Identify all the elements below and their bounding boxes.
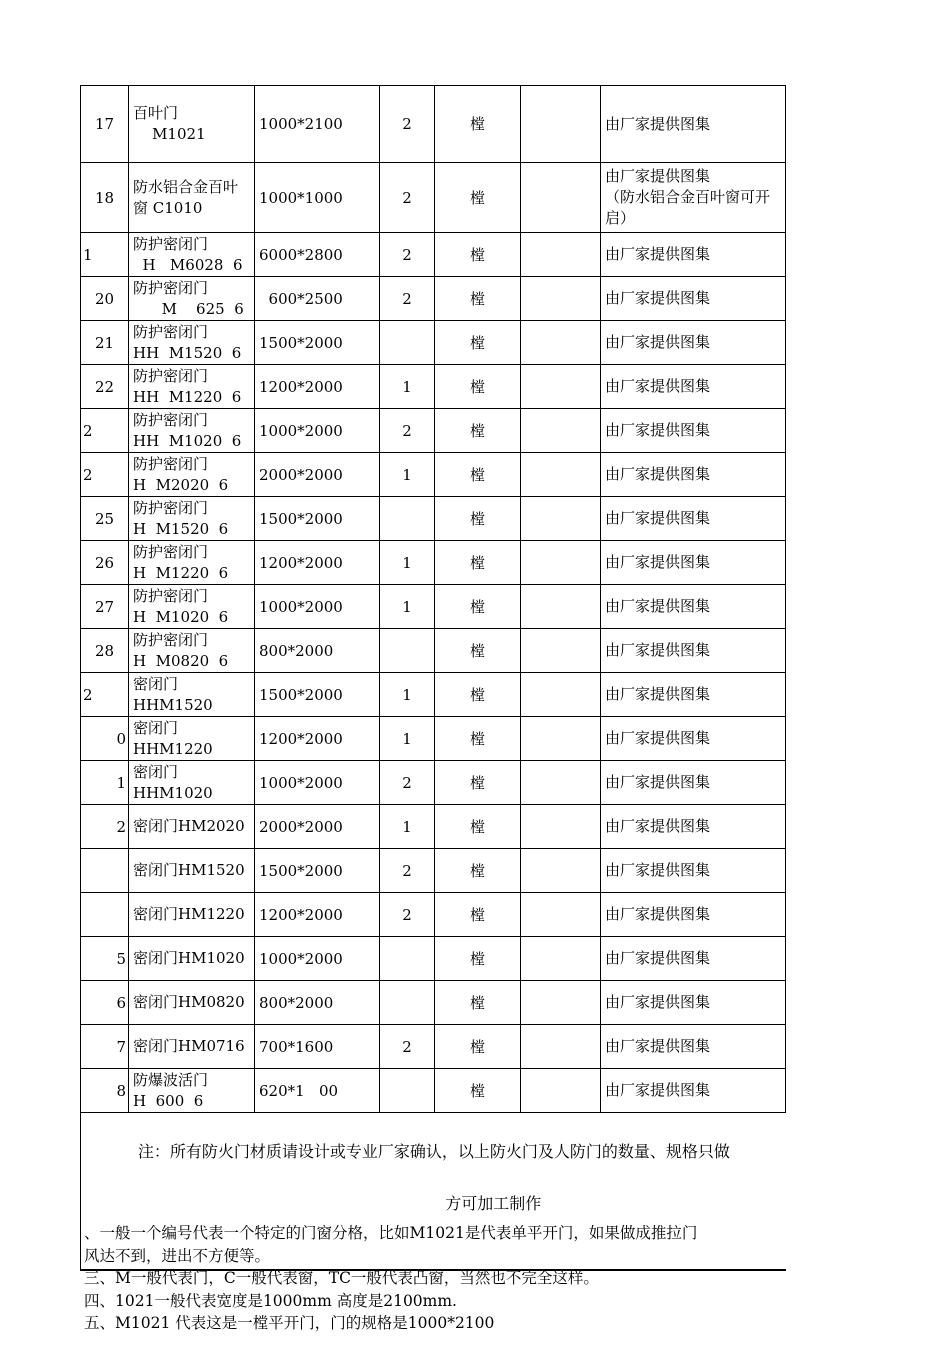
item-name-cell: 密闭门HM1520: [129, 849, 255, 893]
explanation-notes: [84, 1222, 944, 1335]
explanation-line: 风达不到，进出不方便等。: [84, 1246, 271, 1265]
size-spec-cell: 1000*1000: [255, 163, 380, 233]
row-number-cell: 0: [81, 717, 129, 761]
table-row: [81, 937, 786, 981]
table-row: [81, 673, 786, 717]
remark-cell: 由厂家提供图集: [601, 497, 786, 541]
quantity-cell: [380, 497, 435, 541]
table-row: [81, 585, 786, 629]
unit-cell: 樘: [435, 86, 521, 163]
blank-cell: [521, 585, 601, 629]
quantity-cell: 1: [380, 805, 435, 849]
row-number-cell: 8: [81, 1069, 129, 1113]
blank-cell: [521, 761, 601, 805]
row-number-cell: 5: [81, 937, 129, 981]
unit-cell: 樘: [435, 233, 521, 277]
explanation-line: 四、1021一般代表宽度是1000mm 高度是2100mm.: [84, 1291, 457, 1310]
blank-cell: [521, 629, 601, 673]
size-spec-cell: 700*1600: [255, 1025, 380, 1069]
row-number-cell: [81, 849, 129, 893]
remark-cell: 由厂家提供图集: [601, 365, 786, 409]
size-spec-cell: 1000*2000: [255, 409, 380, 453]
table-row: [81, 629, 786, 673]
remark-cell: 由厂家提供图集: [601, 86, 786, 163]
item-name-cell: 防护密闭门 HH M1220 6: [129, 365, 255, 409]
size-spec-cell: 1500*2000: [255, 849, 380, 893]
row-number-cell: 17: [81, 86, 129, 163]
blank-cell: [521, 497, 601, 541]
quantity-cell: 2: [380, 86, 435, 163]
blank-cell: [521, 86, 601, 163]
size-spec-cell: 800*2000: [255, 629, 380, 673]
size-spec-cell: 1200*2000: [255, 893, 380, 937]
table-row: [81, 321, 786, 365]
quantity-cell: 2: [380, 233, 435, 277]
remark-cell: 由厂家提供图集: [601, 541, 786, 585]
item-name-cell: 防护密闭门 HH M1520 6: [129, 321, 255, 365]
quantity-cell: 1: [380, 541, 435, 585]
size-spec-cell: 1000*2000: [255, 937, 380, 981]
quantity-cell: 2: [380, 163, 435, 233]
row-number-cell: 22: [81, 365, 129, 409]
unit-cell: 樘: [435, 365, 521, 409]
unit-cell: 樘: [435, 849, 521, 893]
unit-cell: 樘: [435, 717, 521, 761]
quantity-cell: [380, 981, 435, 1025]
blank-cell: [521, 163, 601, 233]
row-number-cell: 2: [81, 409, 129, 453]
unit-cell: 樘: [435, 585, 521, 629]
quantity-cell: 2: [380, 849, 435, 893]
item-name-cell: 密闭门HM1020: [129, 937, 255, 981]
explanation-line: 三、M一般代表门，C一般代表窗，TC一般代表凸窗，当然也不完全这样。: [84, 1269, 599, 1287]
blank-cell: [521, 321, 601, 365]
row-number-cell: 1: [81, 233, 129, 277]
item-name-cell: 密闭门HM0820: [129, 981, 255, 1025]
item-name-cell: 防爆波活门 H 600 6: [129, 1069, 255, 1113]
row-number-cell: 26: [81, 541, 129, 585]
quantity-cell: 2: [380, 761, 435, 805]
quantity-cell: 1: [380, 453, 435, 497]
blank-cell: [521, 981, 601, 1025]
remark-cell: 由厂家提供图集: [601, 409, 786, 453]
remark-cell: 由厂家提供图集: [601, 585, 786, 629]
unit-cell: 樘: [435, 497, 521, 541]
remark-cell: 由厂家提供图集: [601, 981, 786, 1025]
blank-cell: [521, 673, 601, 717]
item-name-cell: 防护密闭门 HH M1020 6: [129, 409, 255, 453]
blank-cell: [521, 409, 601, 453]
table-row: [81, 497, 786, 541]
row-number-cell: 2: [81, 453, 129, 497]
unit-cell: 樘: [435, 937, 521, 981]
remark-cell: 由厂家提供图集: [601, 453, 786, 497]
size-spec-cell: 1200*2000: [255, 717, 380, 761]
item-name-cell: 防水铝合金百叶窗 C1010: [129, 163, 255, 233]
row-number-cell: 6: [81, 981, 129, 1025]
item-name-cell: 密闭门HM2020: [129, 805, 255, 849]
blank-cell: [521, 937, 601, 981]
schedule-table: [80, 85, 786, 1271]
explanation-line: 、一般一个编号代表一个特定的门窗分格，比如M1021是代表单平开门，如果做成推拉门: [84, 1224, 698, 1242]
schedule-rows: [81, 86, 786, 1113]
table-row: [81, 849, 786, 893]
unit-cell: 樘: [435, 805, 521, 849]
blank-cell: [521, 365, 601, 409]
remark-cell: 由厂家提供图集: [601, 321, 786, 365]
table-row: [81, 717, 786, 761]
size-spec-cell: 620*1 00: [255, 1069, 380, 1113]
quantity-cell: 1: [380, 717, 435, 761]
blank-cell: [521, 233, 601, 277]
row-number-cell: [81, 893, 129, 937]
item-name-cell: 密闭门HM1220: [129, 893, 255, 937]
unit-cell: 樘: [435, 453, 521, 497]
item-name-cell: 防护密闭门 H M6028 6: [129, 233, 255, 277]
remark-cell: 由厂家提供图集: [601, 937, 786, 981]
blank-cell: [521, 453, 601, 497]
table-row: [81, 163, 786, 233]
quantity-cell: [380, 629, 435, 673]
item-name-cell: 百叶门 M1021: [129, 86, 255, 163]
remark-cell: 由厂家提供图集: [601, 849, 786, 893]
size-spec-cell: 2000*2000: [255, 453, 380, 497]
explanation-line: 五、M1021 代表这是一樘平开门，门的规格是1000*2100: [84, 1314, 495, 1332]
item-name-cell: 防护密闭门 H M1520 6: [129, 497, 255, 541]
remark-cell: 由厂家提供图集: [601, 761, 786, 805]
quantity-cell: 1: [380, 365, 435, 409]
unit-cell: 樘: [435, 629, 521, 673]
quantity-cell: [380, 1069, 435, 1113]
quantity-cell: 2: [380, 277, 435, 321]
row-number-cell: 2: [81, 805, 129, 849]
blank-cell: [521, 717, 601, 761]
row-number-cell: 27: [81, 585, 129, 629]
quantity-cell: 1: [380, 585, 435, 629]
size-spec-cell: 1500*2000: [255, 673, 380, 717]
size-spec-cell: 2000*2000: [255, 805, 380, 849]
item-name-cell: 密闭门 HHM1020: [129, 761, 255, 805]
size-spec-cell: 600*2500: [255, 277, 380, 321]
remark-cell: 由厂家提供图集: [601, 1069, 786, 1113]
unit-cell: 樘: [435, 163, 521, 233]
table-row: [81, 541, 786, 585]
remark-cell: 由厂家提供图集: [601, 233, 786, 277]
row-number-cell: 1: [81, 761, 129, 805]
row-number-cell: 28: [81, 629, 129, 673]
quantity-cell: [380, 321, 435, 365]
blank-cell: [521, 849, 601, 893]
blank-cell: [521, 277, 601, 321]
blank-cell: [521, 1069, 601, 1113]
size-spec-cell: 1500*2000: [255, 497, 380, 541]
item-name-cell: 防护密闭门 H M0820 6: [129, 629, 255, 673]
unit-cell: 樘: [435, 761, 521, 805]
remark-cell: 由厂家提供图集: [601, 805, 786, 849]
unit-cell: 樘: [435, 1069, 521, 1113]
size-spec-cell: 6000*2800: [255, 233, 380, 277]
table-row: [81, 233, 786, 277]
table-row: [81, 365, 786, 409]
blank-cell: [521, 805, 601, 849]
remark-cell: 由厂家提供图集: [601, 629, 786, 673]
remark-cell: 由厂家提供图集 （防水铝合金百叶窗可开启）: [601, 163, 786, 233]
remark-cell: 由厂家提供图集: [601, 277, 786, 321]
row-number-cell: 7: [81, 1025, 129, 1069]
item-name-cell: 防护密闭门 H M1020 6: [129, 585, 255, 629]
item-name-cell: 防护密闭门 H M2020 6: [129, 453, 255, 497]
table-row: [81, 1025, 786, 1069]
item-name-cell: 密闭门 HHM1520: [129, 673, 255, 717]
table-row: [81, 409, 786, 453]
row-number-cell: 25: [81, 497, 129, 541]
table-row: [81, 453, 786, 497]
unit-cell: 樘: [435, 893, 521, 937]
unit-cell: 樘: [435, 541, 521, 585]
quantity-cell: 2: [380, 893, 435, 937]
size-spec-cell: 800*2000: [255, 981, 380, 1025]
table-row: [81, 981, 786, 1025]
blank-cell: [521, 893, 601, 937]
blank-cell: [521, 541, 601, 585]
size-spec-cell: 1000*2000: [255, 761, 380, 805]
unit-cell: 樘: [435, 321, 521, 365]
quantity-cell: 1: [380, 673, 435, 717]
row-number-cell: 18: [81, 163, 129, 233]
item-name-cell: 防护密闭门 M 625 6: [129, 277, 255, 321]
size-spec-cell: 1000*2000: [255, 585, 380, 629]
table-row: [81, 805, 786, 849]
table-row: [81, 277, 786, 321]
unit-cell: 樘: [435, 981, 521, 1025]
row-number-cell: 21: [81, 321, 129, 365]
row-number-cell: 2: [81, 673, 129, 717]
item-name-cell: 密闭门 HHM1220: [129, 717, 255, 761]
remark-cell: 由厂家提供图集: [601, 1025, 786, 1069]
quantity-cell: 2: [380, 1025, 435, 1069]
size-spec-cell: 1200*2000: [255, 365, 380, 409]
table-row: [81, 893, 786, 937]
remark-cell: 由厂家提供图集: [601, 893, 786, 937]
size-spec-cell: 1200*2000: [255, 541, 380, 585]
size-spec-cell: 1500*2000: [255, 321, 380, 365]
table-row: [81, 86, 786, 163]
unit-cell: 樘: [435, 1025, 521, 1069]
quantity-cell: [380, 937, 435, 981]
item-name-cell: 防护密闭门 H M1220 6: [129, 541, 255, 585]
unit-cell: 樘: [435, 409, 521, 453]
table-row: [81, 761, 786, 805]
blank-cell: [521, 1025, 601, 1069]
item-name-cell: 密闭门HM0716: [129, 1025, 255, 1069]
row-number-cell: 20: [81, 277, 129, 321]
table-row: [81, 1069, 786, 1113]
unit-cell: 樘: [435, 277, 521, 321]
remark-cell: 由厂家提供图集: [601, 673, 786, 717]
footnote-line-2: 方可加工制作: [445, 1194, 542, 1213]
footnote-line-1: 注：所有防火门材质请设计或专业厂家确认，以上防火门及人防门的数量、规格只做: [137, 1142, 730, 1161]
size-spec-cell: 1000*2100: [255, 86, 380, 163]
remark-cell: 由厂家提供图集: [601, 717, 786, 761]
door-window-schedule: [80, 85, 785, 1271]
quantity-cell: 2: [380, 409, 435, 453]
unit-cell: 樘: [435, 673, 521, 717]
